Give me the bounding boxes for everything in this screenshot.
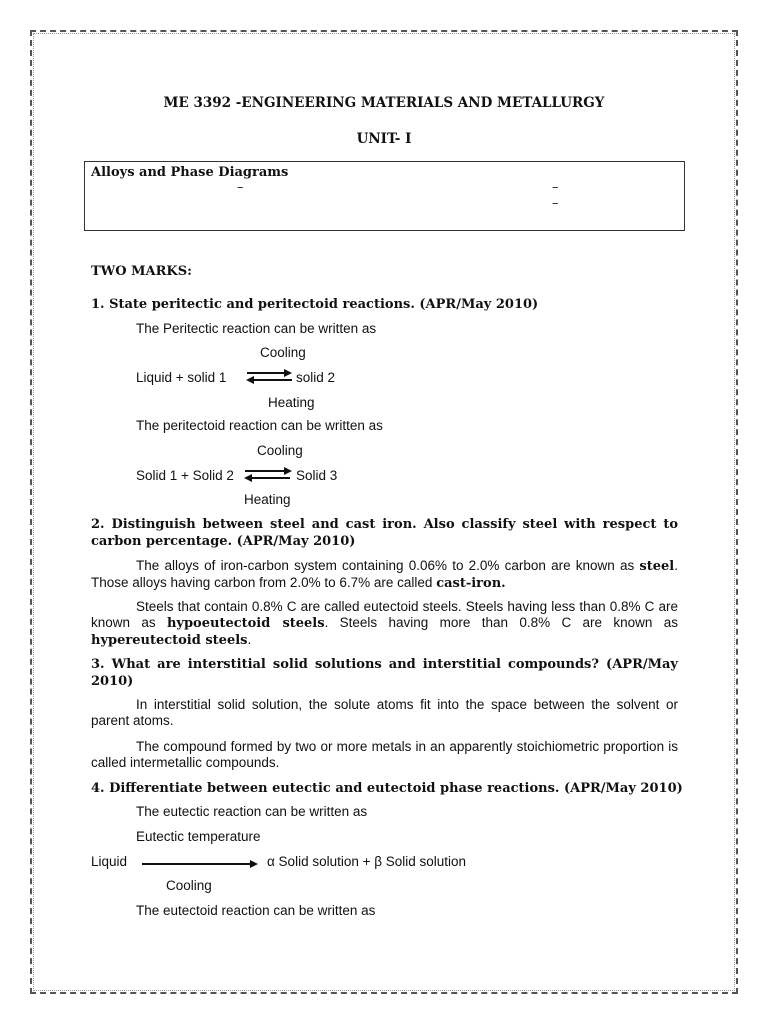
reverse-arrow-head <box>244 474 252 482</box>
question-3: 3. What are interstitial solid solutions and interstitial compounds? (APR/May 2010) <box>91 657 678 689</box>
question-1: 1. State peritectic and peritectoid reactions. (APR/May 2010) <box>91 297 539 312</box>
forward-arrow-head <box>284 467 292 475</box>
topic-dash: – <box>552 180 559 195</box>
term-cast-iron: cast-iron. <box>436 576 506 591</box>
peritectoid-product: Solid 3 <box>296 468 338 483</box>
peritectic-intro: The Peritectic reaction can be written as <box>136 321 377 336</box>
question-4: 4. Differentiate between eutectic and eutectoid phase reactions. (APR/May 2010) <box>91 781 683 796</box>
term-steel: steel <box>639 559 675 574</box>
text-run: Steels that contain 0.8% C are called eutectoid steels. Steels having less than 0.8% C are known as <box>91 599 678 630</box>
eutectic-temperature-label: Eutectic temperature <box>136 829 261 844</box>
eutectic-products: α Solid solution + β Solid solution <box>267 854 467 869</box>
topic-box <box>84 161 685 231</box>
topic-title: Alloys and Phase Diagrams <box>91 165 289 180</box>
cooling-label: Cooling <box>166 878 212 893</box>
interstitial-solution-paragraph: In interstitial solid solution, the solute atoms fit into the space between the solvent or parent atoms. <box>91 697 678 728</box>
peritectoid-reactants: Solid 1 + Solid 2 <box>136 468 234 483</box>
arrow-head <box>250 860 258 868</box>
topic-dash: – <box>552 196 559 211</box>
reverse-arrow-head <box>246 376 254 384</box>
peritectic-product: solid 2 <box>296 370 336 385</box>
forward-arrow-line <box>247 372 285 374</box>
term-hypoeutectoid: hypoeutectoid steels <box>166 616 325 631</box>
text-run: The alloys of iron-carbon system containing 0.06% to 2.0% carbon are known as <box>136 558 640 573</box>
heating-label: Heating <box>244 492 291 507</box>
text-run: . <box>247 632 252 647</box>
cooling-label: Cooling <box>260 345 306 360</box>
forward-arrow-head <box>284 369 292 377</box>
reverse-arrow-line <box>252 477 290 479</box>
liquid-label: Liquid <box>91 854 128 869</box>
arrow-line <box>142 863 251 865</box>
reverse-arrow-line <box>254 379 292 381</box>
course-title: ME 3392 -ENGINEERING MATERIALS AND METALLURGY <box>163 95 605 111</box>
text-run: . Steels having more than 0.8% C are known as <box>324 615 678 630</box>
eutectoid-intro: The eutectoid reaction can be written as <box>136 903 376 918</box>
text-run: . Those alloys having carbon from 2.0% to 6.7% are called <box>91 558 678 590</box>
section-heading: TWO MARKS: <box>91 264 192 279</box>
peritectic-reactants: Liquid + solid 1 <box>136 370 227 385</box>
heating-label: Heating <box>268 395 315 410</box>
term-hypereutectoid: hypereutectoid steels <box>91 633 248 648</box>
forward-arrow-line <box>245 470 285 472</box>
question-2: 2. Distinguish between steel and cast iron. Also classify steel with respect to carbon percentage. (APR/May 2010) <box>91 517 678 549</box>
eutectic-intro: The eutectic reaction can be written as <box>136 804 368 819</box>
unit-label: UNIT- I <box>356 131 412 147</box>
intermetallic-paragraph: The compound formed by two or more metals in an apparently stoichiometric proportion is called intermetallic compounds. <box>91 739 678 770</box>
topic-dash: – <box>237 180 244 195</box>
cooling-label: Cooling <box>257 443 303 458</box>
steel-classification-paragraph <box>91 599 678 649</box>
steel-cast-iron-paragraph <box>91 558 678 592</box>
peritectoid-intro: The peritectoid reaction can be written as <box>136 418 383 433</box>
